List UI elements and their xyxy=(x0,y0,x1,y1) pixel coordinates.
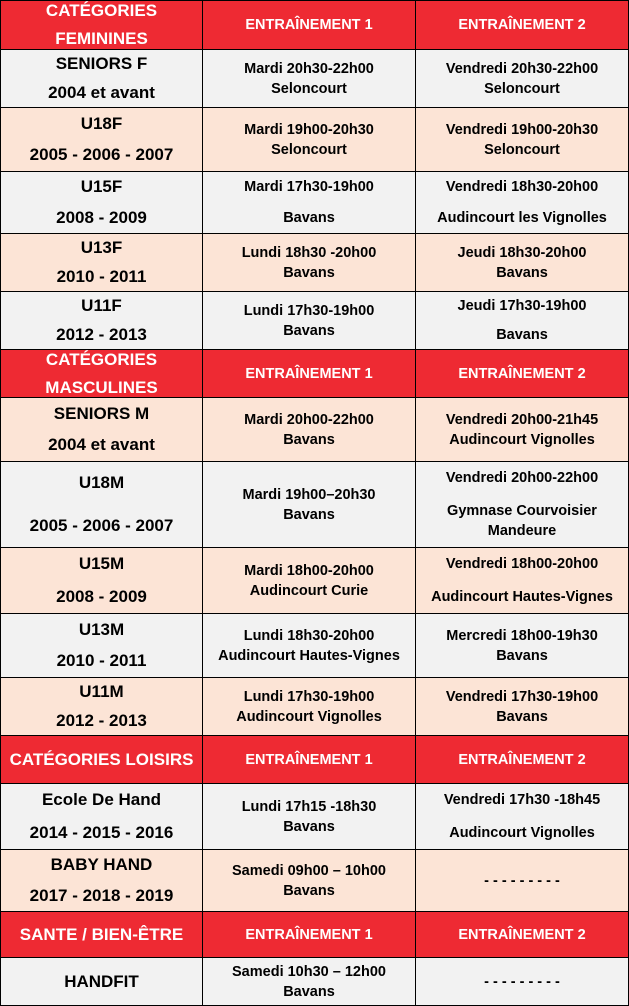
category-years: 2012 - 2013 xyxy=(56,710,147,730)
table-row-u18m xyxy=(0,462,629,548)
category-cell xyxy=(0,292,203,350)
table-row-u13m xyxy=(0,614,629,678)
header-category-cell xyxy=(0,736,203,784)
training2-time: Vendredi 20h00-22h00 xyxy=(445,470,599,487)
training1-time: Mardi 18h00-20h00 xyxy=(244,562,374,579)
category-years: 2012 - 2013 xyxy=(56,324,147,344)
training1-place: Audincourt Vignolles xyxy=(236,708,382,725)
header-training2: ENTRAÎNEMENT 2 xyxy=(458,365,586,382)
training1-cell xyxy=(203,678,416,736)
header-training2: ENTRAÎNEMENT 2 xyxy=(458,17,586,33)
header-loisirs xyxy=(0,736,629,784)
training2-cell xyxy=(416,50,629,108)
training1-place: Bavans xyxy=(283,431,335,448)
training1-place: Seloncourt xyxy=(271,80,347,97)
training2-place-line2: Mandeure xyxy=(487,522,557,539)
training1-cell xyxy=(203,784,416,850)
training1-place: Bavans xyxy=(283,209,335,226)
training2-cell xyxy=(416,784,629,850)
training1-cell xyxy=(203,850,416,912)
header-training2-cell xyxy=(416,350,629,398)
training2-cell xyxy=(416,234,629,292)
training2-place: Audincourt Vignolles xyxy=(449,824,595,841)
training2-cell xyxy=(416,462,629,548)
training1-time: Mardi 19h00-20h30 xyxy=(244,121,374,138)
training1-place: Audincourt Hautes-Vignes xyxy=(218,647,400,664)
header-category-line1: CATÉGORIES xyxy=(45,1,158,20)
training1-time: Mardi 20h30-22h00 xyxy=(244,60,374,77)
training1-time: Lundi 17h30-19h00 xyxy=(243,688,375,705)
header-training2: ENTRAÎNEMENT 2 xyxy=(458,751,586,768)
training2-place: Bavans xyxy=(496,264,548,281)
category-name: SENIORS F xyxy=(55,54,148,74)
training2-cell xyxy=(416,292,629,350)
header-training2: ENTRAÎNEMENT 2 xyxy=(458,926,586,943)
training2-cell xyxy=(416,958,629,1006)
table-row-baby-hand xyxy=(0,850,629,912)
header-masculines xyxy=(0,350,629,398)
training1-place: Bavans xyxy=(283,264,335,281)
category-name: U11F xyxy=(81,296,122,316)
training2-empty: - - - - - - - - - xyxy=(484,973,560,990)
category-name: HANDFIT xyxy=(64,971,139,991)
category-cell xyxy=(0,234,203,292)
header-category-line1: CATÉGORIES xyxy=(45,350,158,369)
category-cell xyxy=(0,958,203,1006)
training1-place: Bavans xyxy=(283,882,335,899)
training2-place: Bavans xyxy=(496,326,548,343)
category-cell xyxy=(0,108,203,172)
training2-place: Audincourt Hautes-Vignes xyxy=(431,588,613,605)
training1-cell xyxy=(203,108,416,172)
table-row-handfit xyxy=(0,958,629,1006)
training1-time: Lundi 18h30-20h00 xyxy=(243,627,375,644)
category-years: 2010 - 2011 xyxy=(56,651,147,671)
header-training1: ENTRAÎNEMENT 1 xyxy=(245,751,373,768)
training2-cell xyxy=(416,548,629,614)
training2-time: Jeudi 17h30-19h00 xyxy=(457,298,587,315)
header-training1-cell xyxy=(203,736,416,784)
header-training2-cell xyxy=(416,1,629,50)
training1-place: Seloncourt xyxy=(271,141,347,158)
training1-time: Lundi 17h30-19h00 xyxy=(243,302,375,319)
table-row-u18f xyxy=(0,108,629,172)
header-training1: ENTRAÎNEMENT 1 xyxy=(245,17,373,33)
training1-cell xyxy=(203,234,416,292)
training2-time: Vendredi 18h00-20h00 xyxy=(445,556,599,573)
category-cell xyxy=(0,172,203,234)
training2-place: Seloncourt xyxy=(484,141,560,158)
training1-time: Lundi 18h30 -20h00 xyxy=(241,244,377,261)
training2-cell xyxy=(416,108,629,172)
training2-place: Seloncourt xyxy=(484,80,560,97)
training2-time: Vendredi 17h30-19h00 xyxy=(445,688,599,705)
training2-place-block xyxy=(447,501,597,541)
category-cell xyxy=(0,50,203,108)
training1-cell xyxy=(203,614,416,678)
header-training1-cell xyxy=(203,912,416,958)
training2-cell xyxy=(416,678,629,736)
category-years: 2008 - 2009 xyxy=(56,586,147,606)
training2-place: Gymnase Courvoisier xyxy=(447,502,597,519)
header-training1: ENTRAÎNEMENT 1 xyxy=(245,926,373,943)
header-category-cell xyxy=(0,1,203,50)
training2-place: Audincourt les Vignolles xyxy=(437,209,607,226)
training1-place: Bavans xyxy=(283,818,335,835)
header-training2-cell xyxy=(416,912,629,958)
training1-time: Lundi 17h15 -18h30 xyxy=(241,798,377,815)
category-name: U15F xyxy=(80,177,123,197)
training1-cell xyxy=(203,172,416,234)
category-name: U18M xyxy=(78,473,125,493)
training1-time: Samedi 09h00 – 10h00 xyxy=(232,862,386,879)
training2-time: Vendredi 20h00-21h45 xyxy=(445,411,599,428)
training1-time: Mardi 20h00-22h00 xyxy=(244,411,374,428)
category-name: U13F xyxy=(80,238,123,258)
category-name: SENIORS M xyxy=(53,403,150,423)
training1-time: Mardi 19h00–20h30 xyxy=(242,486,376,503)
category-name: BABY HAND xyxy=(50,855,153,875)
training2-time: Vendredi 18h30-20h00 xyxy=(445,179,599,196)
header-sante xyxy=(0,912,629,958)
header-category-cell xyxy=(0,912,203,958)
training1-place: Bavans xyxy=(283,322,335,339)
category-years: 2017 - 2018 - 2019 xyxy=(29,885,174,905)
category-years: 2005 - 2006 - 2007 xyxy=(29,515,174,535)
category-years: 2005 - 2006 - 2007 xyxy=(29,145,174,165)
header-category-line2: FEMININES xyxy=(55,29,148,48)
category-cell xyxy=(0,548,203,614)
training2-place: Audincourt Vignolles xyxy=(449,431,595,448)
category-cell xyxy=(0,784,203,850)
training1-cell xyxy=(203,50,416,108)
training2-time: Vendredi 17h30 -18h45 xyxy=(443,792,601,809)
training2-cell xyxy=(416,172,629,234)
category-years: 2010 - 2011 xyxy=(56,266,147,286)
training2-place: Bavans xyxy=(496,647,548,664)
header-category-line2: MASCULINES xyxy=(45,377,158,397)
category-cell xyxy=(0,462,203,548)
training1-cell xyxy=(203,548,416,614)
category-cell xyxy=(0,850,203,912)
training2-time: Vendredi 19h00-20h30 xyxy=(445,121,599,138)
header-feminines xyxy=(0,0,629,50)
training1-time: Mardi 17h30-19h00 xyxy=(244,179,374,196)
training1-time: Samedi 10h30 – 12h00 xyxy=(232,963,386,980)
category-years: 2004 et avant xyxy=(48,435,155,455)
header-category: CATÉGORIES LOISIRS xyxy=(9,749,194,769)
training2-cell xyxy=(416,850,629,912)
header-category: SANTE / BIEN-ÊTRE xyxy=(19,924,184,944)
header-training2-cell xyxy=(416,736,629,784)
training1-place: Bavans xyxy=(283,983,335,1000)
training1-cell xyxy=(203,398,416,462)
category-name: Ecole De Hand xyxy=(41,790,162,810)
training2-cell xyxy=(416,614,629,678)
header-training1-cell xyxy=(203,350,416,398)
table-row-u11f xyxy=(0,292,629,350)
table-row-seniors-f xyxy=(0,50,629,108)
category-name: U15M xyxy=(78,554,125,574)
table-row-ecole-de-hand xyxy=(0,784,629,850)
category-name: U11M xyxy=(79,682,124,702)
header-training1: ENTRAÎNEMENT 1 xyxy=(245,365,373,382)
category-cell xyxy=(0,614,203,678)
training1-cell xyxy=(203,292,416,350)
category-years: 2004 et avant xyxy=(48,82,155,102)
table-row-u15m xyxy=(0,548,629,614)
training1-cell xyxy=(203,958,416,1006)
training1-place: Audincourt Curie xyxy=(249,582,369,599)
training2-empty: - - - - - - - - - xyxy=(484,872,560,889)
table-row-seniors-m xyxy=(0,398,629,462)
table-row-u13f xyxy=(0,234,629,292)
category-cell xyxy=(0,678,203,736)
training1-cell xyxy=(203,462,416,548)
training2-cell xyxy=(416,398,629,462)
training2-time: Mercredi 18h00-19h30 xyxy=(446,627,598,644)
training2-time: Jeudi 18h30-20h00 xyxy=(457,244,587,261)
table-row-u15f xyxy=(0,172,629,234)
training1-place: Bavans xyxy=(283,506,335,523)
category-name: U18F xyxy=(80,113,123,133)
category-cell xyxy=(0,398,203,462)
category-years: 2014 - 2015 - 2016 xyxy=(29,822,174,842)
training2-time: Vendredi 20h30-22h00 xyxy=(445,60,599,77)
category-name: U13M xyxy=(78,619,125,639)
category-years: 2008 - 2009 xyxy=(56,207,147,227)
table-row-u11m xyxy=(0,678,629,736)
header-training1-cell xyxy=(203,1,416,50)
header-category-cell xyxy=(0,350,203,398)
training2-place: Bavans xyxy=(496,708,548,725)
